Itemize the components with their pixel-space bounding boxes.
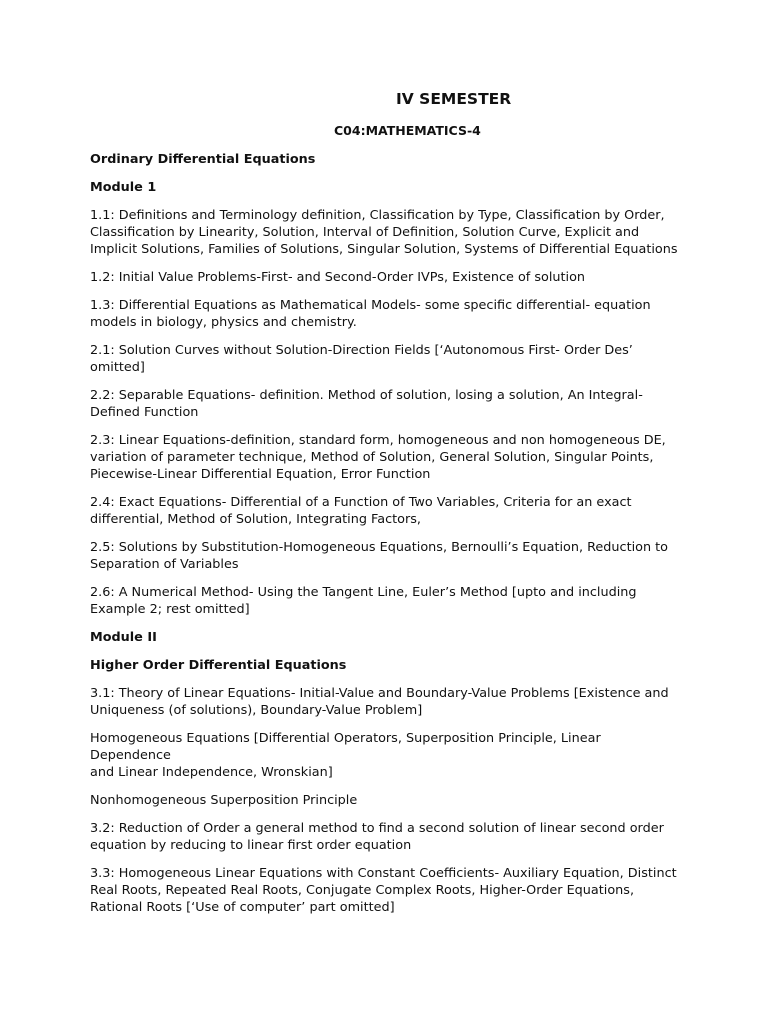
- topic-1-2: 1.2: Initial Value Problems-First- and Second-Order IVPs, Existence of solution: [90, 270, 586, 285]
- section-title: Ordinary Differential Equations: [90, 152, 316, 167]
- topic-2-2: 2.2: Separable Equations- definition. Method of solution, losing a solution, An Integral- Defined Function: [90, 388, 643, 420]
- topic-1-3: 1.3: Differential Equations as Mathematical Models- some specific differential- equation models in biology, physics and chemistry.: [90, 298, 651, 330]
- topic-3-3: 3.3: Homogeneous Linear Equations with Constant Coefficients- Auxiliary Equation, Distinct Real Roots, Repeated Real Roots, Conjugate Complex Roots, Higher-Order Equations, Rational Roots [‘Use of computer’ part omitted]: [90, 866, 677, 915]
- topic-3-2: 3.2: Reduction of Order a general method to find a second solution of linear second order equation by reducing to linear first order equation: [90, 821, 664, 853]
- topic-1-1: 1.1: Definitions and Terminology definition, Classification by Type, Classification by Order, Classification by Linearity, Solution, Interval of Definition, Solution Curve, Explicit and Implicit Solutions, Families of Solutions, Singular Solution, Systems of Differential Equations: [90, 208, 678, 257]
- module-2-title: Higher Order Differential Equations: [90, 658, 347, 673]
- topic-2-6: 2.6: A Numerical Method- Using the Tangent Line, Euler’s Method [upto and including Example 2; rest omitted]: [90, 585, 637, 617]
- module-2-label: Module II: [90, 630, 157, 645]
- course-title: C04:MATHEMATICS-4: [334, 123, 481, 138]
- topic-2-3: 2.3: Linear Equations-definition, standard form, homogeneous and non homogeneous DE, variation of parameter technique, Method of Solution, General Solution, Singular Points, Piecewise-Linear Differential Equation, Error Function: [90, 433, 666, 482]
- topic-3-1: 3.1: Theory of Linear Equations- Initial-Value and Boundary-Value Problems [Existence and Uniqueness (of solutions), Boundary-Value Problem]: [90, 686, 669, 718]
- topic-2-1: 2.1: Solution Curves without Solution-Direction Fields [‘Autonomous First- Order Des’ omitted]: [90, 343, 633, 375]
- syllabus-body: [90, 151, 680, 927]
- semester-title: IV SEMESTER: [396, 90, 512, 108]
- topic-nonhomogeneous-superposition: Nonhomogeneous Superposition Principle: [90, 793, 358, 808]
- module-1-label: Module 1: [90, 180, 157, 195]
- topic-2-5: 2.5: Solutions by Substitution-Homogeneous Equations, Bernoulli’s Equation, Reduction to Separation of Variables: [90, 540, 668, 572]
- topic-2-4: 2.4: Exact Equations- Differential of a Function of Two Variables, Criteria for an exact differential, Method of Solution, Integrating Factors,: [90, 495, 632, 527]
- topic-homogeneous-equations: Homogeneous Equations [Differential Operators, Superposition Principle, Linear Dependence and Linear Independence, Wronskian]: [90, 731, 601, 780]
